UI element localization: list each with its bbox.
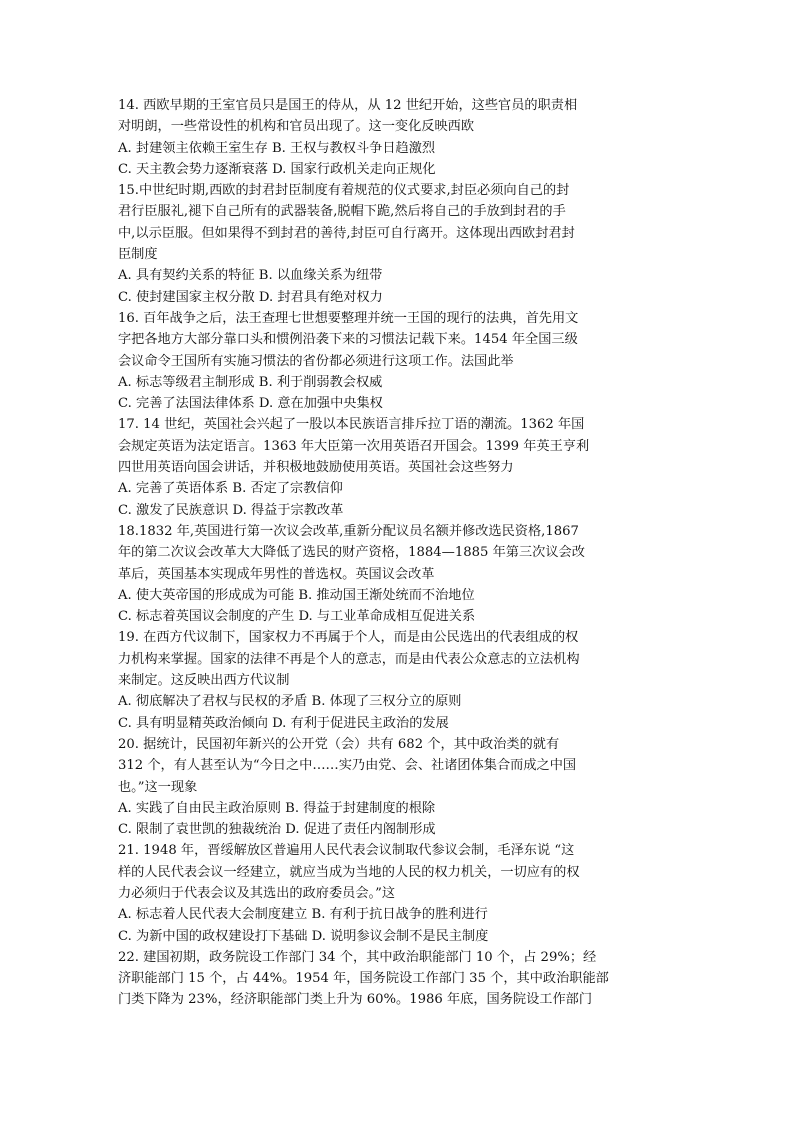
question-20 [118,734,698,840]
question-text: 年的第二次议会改革大大降低了选民的财产资格，1884—1885 年第三次议会改 [118,545,585,561]
question-text: 22. 建国初期，政务院设工作部门 34 个，其中政治职能部门 10 个，占 29%；经 [118,949,597,965]
answer-options: A. 具有契约关系的特征 B. 以血缘关系为纽带 [118,268,383,284]
question-text: 字把各地方大部分靠口头和惯例沿袭下来的习惯法记载下来。1454 年全国三级 [118,332,578,348]
question-15 [118,180,698,308]
answer-options: A. 完善了英语体系 B. 否定了宗教信仰 [118,481,343,497]
answer-options: C. 激发了民族意识 D. 得益于宗教改革 [118,502,344,518]
question-16 [118,308,698,414]
answer-options: A. 标志等级君主制形成 B. 利于削弱教会权威 [118,374,383,390]
question-text: 21. 1948 年，晋绥解放区普遍用人民代表会议制取代参议会制，毛泽东说 “这 [118,843,575,859]
answer-options: A. 使大英帝国的形成成为可能 B. 推动国王渐处统而不治地位 [118,587,475,603]
question-text: 力必须归于代表会议及其选出的政府委员会。”这 [118,885,396,901]
question-text: 15.中世纪时期,西欧的封君封臣制度有着规范的仪式要求,封臣必须向自己的封 [118,183,570,199]
question-text: 力机构来掌握。国家的法律不再是个人的意志，而是由代表公众意志的立法机构 [118,651,580,667]
question-text: 济职能部门 15 个，占 44%。1954 年，国务院设工作部门 35 个，其中政治职能部 [118,971,609,987]
question-text: 16. 百年战争之后，法王查理七世想要整理并统一王国的现行的法典，首先用文 [118,310,579,326]
question-21 [118,840,698,946]
question-text: 也。”这一现象 [118,779,198,795]
question-text: 会议命令王国所有实施习惯法的省份都必须进行这项工作。法国此举 [118,353,514,369]
question-text: 对明朗，一些常设性的机构和官员出现了。这一变化反映西欧 [118,119,475,135]
answer-options: A. 标志着人民代表大会制度建立 B. 有利于抗日战争的胜利进行 [118,907,488,923]
answer-options: C. 使封建国家主权分散 D. 封君具有绝对权力 [118,289,383,305]
question-text: 18.1832 年,英国进行第一次议会改革,重新分配议员名额并修改选民资格,1867 [118,523,579,539]
question-text: 四世用英语向国会讲话，并积极地鼓励使用英语。英国社会这些努力 [118,460,514,476]
question-19 [118,627,698,733]
question-text: 会规定英语为法定语言。1363 年大臣第一次用英语召开国会。1399 年英王亨利 [118,438,590,454]
answer-options: C. 完善了法国法律体系 D. 意在加强中央集权 [118,396,383,412]
question-text: 革后，英国基本实现成年男性的普选权。英国议会改革 [118,566,435,582]
document-page [118,95,698,1011]
question-text: 门类下降为 23%，经济职能部门类上升为 60%。1986 年底，国务院设工作部门 [118,992,593,1008]
question-text: 臣制度 [118,247,158,263]
question-text: 样的人民代表会议一经建立，就应当成为当地的人民的权力机关，一切应有的权 [118,864,580,880]
question-text: 君行臣服礼,褪下自己所有的武器装备,脱帽下跪,然后将自己的手放到封君的手 [118,204,566,220]
question-17 [118,414,698,520]
question-text: 中,以示臣服。但如果得不到封君的善待,封臣可自行离开。这体现出西欧封君封 [118,225,575,241]
answer-options: C. 限制了袁世凯的独裁统治 D. 促进了责任内阁制形成 [118,822,436,838]
answer-options: C. 标志着英国议会制度的产生 D. 与工业革命成相互促进关系 [118,609,476,625]
question-text: 14. 西欧早期的王室官员只是国王的侍从，从 12 世纪开始，这些官员的职责相 [118,98,578,113]
question-18 [118,521,698,627]
answer-options: A. 彻底解决了君权与民权的矛盾 B. 体现了三权分立的原则 [118,694,462,710]
answer-options: A. 封建领主依赖王室生存 B. 王权与教权斗争日趋激烈 [118,140,436,156]
answer-options: A. 实践了自由民主政治原则 B. 得益于封建制度的根除 [118,800,436,816]
question-text: 20. 据统计，民国初年新兴的公开党（会）共有 682 个，其中政治类的就有 [118,736,560,752]
question-14 [118,95,698,180]
answer-options: C. 天主教会势力逐渐衰落 D. 国家行政机关走向正规化 [118,161,436,177]
question-text: 来制定。这反映出西方代议制 [118,673,290,689]
answer-options: C. 为新中国的政权建设打下基础 D. 说明参议会制不是民主制度 [118,928,489,944]
answer-options: C. 具有明显精英政治倾向 D. 有利于促进民主政治的发展 [118,715,449,731]
question-22 [118,947,698,1011]
question-text: 19. 在西方代议制下，国家权力不再属于个人，而是由公民选出的代表组成的权 [118,630,579,646]
question-text: 17. 14 世纪，英国社会兴起了一股以本民族语言排斥拉丁语的潮流。1362 年国 [118,417,585,433]
question-text: 312 个，有人甚至认为“今日之中……实乃由党、会、社诸团体集合而成之中国 [118,758,577,774]
